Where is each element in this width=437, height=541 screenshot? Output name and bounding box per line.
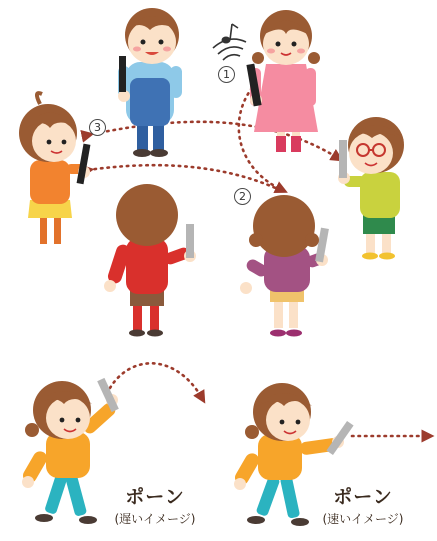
slow-sound-label: ポーン: [125, 486, 185, 508]
fast-sound-label: ポーン: [333, 486, 393, 508]
girl-orange-left: [19, 93, 90, 244]
marker-3: 3: [89, 119, 106, 136]
marker-2: 2: [234, 188, 251, 205]
boy-glasses-right: [338, 117, 404, 260]
marker-1: 1: [218, 66, 235, 83]
girl-pink-dress: [246, 10, 320, 152]
boy-red-back: [104, 184, 196, 337]
slow-caption: (遅いイメージ): [114, 512, 196, 526]
girl-purple-back: [240, 195, 329, 337]
boy-overalls: [118, 8, 182, 157]
fast-caption: (速いイメージ): [322, 512, 404, 526]
kid-slow-pass: [20, 378, 118, 524]
